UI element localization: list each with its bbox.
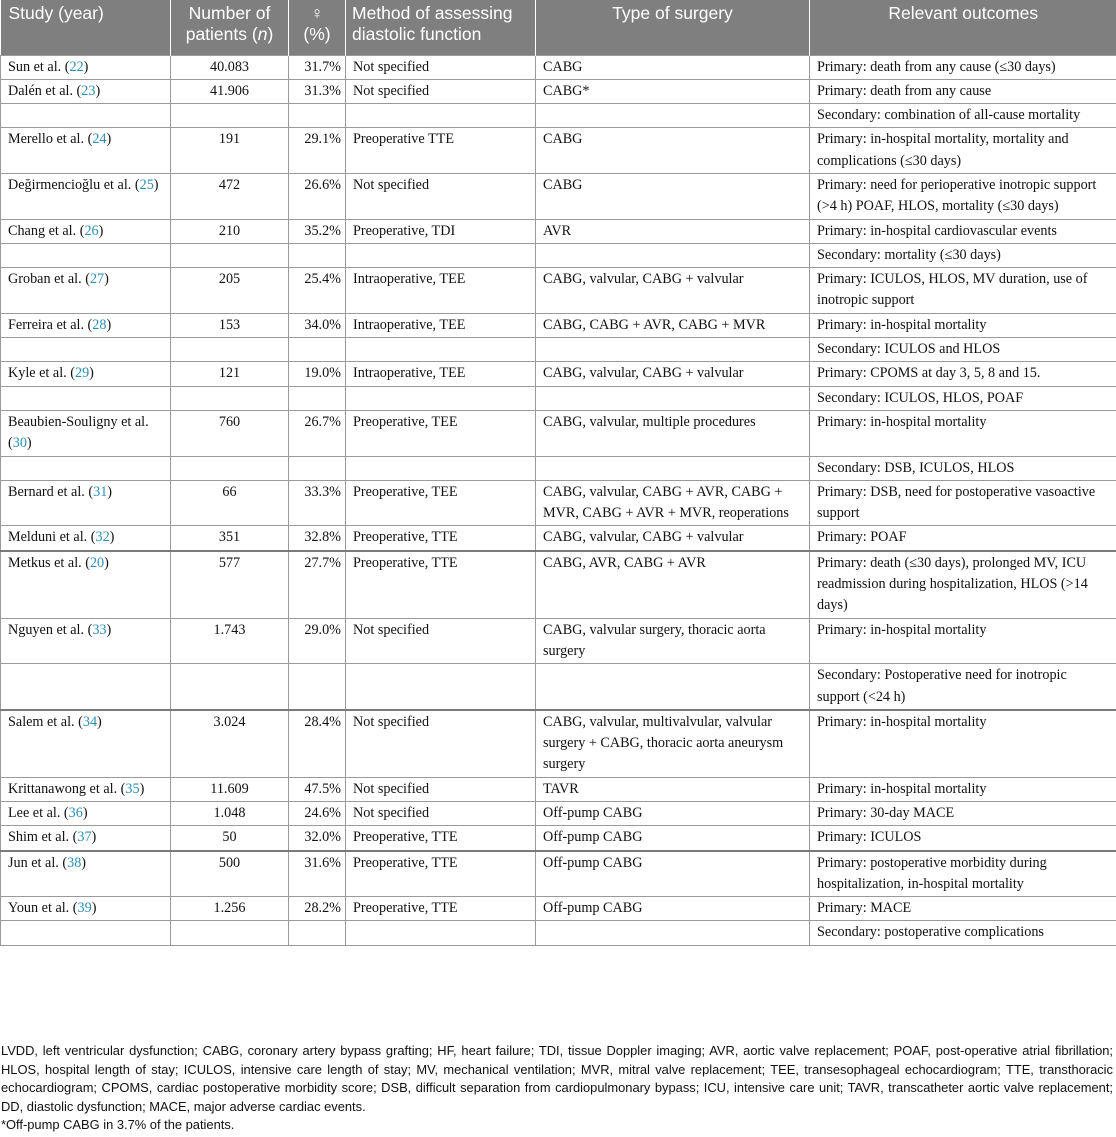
table-row [1,268,1116,314]
header-row [1,0,1116,55]
cell-female-pct: 35.2% [289,219,346,243]
cell-method: Not specified [346,173,536,219]
table-row [1,386,1116,410]
study-close-paren: ) [107,483,113,500]
cell-patients: 66 [171,480,289,526]
reference-link[interactable]: 23 [81,82,96,99]
header-female-pct: ♀ (%) [289,0,346,55]
cell-method: Preoperative, TDI [346,219,536,243]
reference-link[interactable]: 30 [12,435,27,452]
cell-surgery [536,338,810,362]
cell-surgery: CABG, valvular, CABG + valvular [536,526,810,551]
table-row [1,802,1116,826]
study-name: Kyle et al. ( [8,365,75,382]
table-row [1,618,1116,664]
cell-study [1,480,171,526]
cell-outcome: Primary: in-hospital mortality [810,313,1116,337]
cell-outcome: Secondary: combination of all-cause mortality [810,104,1116,128]
table-header [1,0,1116,55]
cell-method: Preoperative, TTE [346,826,536,851]
table-row [1,710,1116,777]
cell-outcome: Primary: in-hospital mortality [810,618,1116,664]
cell-patients [171,338,289,362]
reference-link[interactable]: 28 [92,316,107,333]
cell-method [346,338,536,362]
study-name: Bernard et al. ( [8,483,94,500]
study-name: Jun et al. ( [8,854,68,871]
table-row [1,79,1116,103]
cell-study [1,79,171,103]
cell-patients: 121 [171,362,289,386]
reference-link[interactable]: 31 [93,483,108,500]
header-study: Study (year) [1,0,171,55]
cell-method: Not specified [346,710,536,777]
cell-method [346,921,536,945]
cell-study [1,104,171,128]
study-close-paren: ) [26,435,32,452]
cell-patients: 205 [171,268,289,314]
cell-patients [171,243,289,267]
cell-method: Preoperative, TTE [346,897,536,921]
cell-outcome: Primary: in-hospital cardiovascular events [810,219,1116,243]
cell-method: Preoperative, TTE [346,526,536,551]
cell-surgery [536,664,810,710]
cell-patients: 351 [171,526,289,551]
cell-surgery [536,386,810,410]
cell-surgery: Off-pump CABG [536,802,810,826]
cell-surgery [536,243,810,267]
cell-female-pct: 32.8% [289,526,346,551]
cell-study [1,338,171,362]
study-name: Melduni et al. ( [8,529,96,546]
study-close-paren: ) [95,82,101,99]
study-name: Değirmencioğlu et al. ( [8,176,140,193]
cell-female-pct: 32.0% [289,826,346,851]
cell-outcome: Primary: death from any cause [810,79,1116,103]
cell-study [1,802,171,826]
table-row [1,55,1116,79]
reference-link[interactable]: 39 [77,900,92,917]
cell-female-pct [289,243,346,267]
cell-study [1,664,171,710]
table-row [1,851,1116,897]
cell-outcome: Primary: need for perioperative inotropic support (>4 h) POAF, HLOS, mortality (≤30 days) [810,173,1116,219]
study-close-paren: ) [91,900,97,917]
cell-female-pct: 29.0% [289,618,346,664]
cell-surgery [536,456,810,480]
table-row [1,410,1116,456]
study-name: Beaubien-Souligny et al. ( [8,413,149,452]
cell-method [346,104,536,128]
table-row [1,456,1116,480]
table-row [1,338,1116,362]
cell-outcome: Primary: in-hospital mortality [810,777,1116,801]
cell-outcome: Primary: in-hospital mortality [810,410,1116,456]
reference-link[interactable]: 22 [69,58,84,75]
cell-surgery: Off-pump CABG [536,897,810,921]
table-row [1,664,1116,710]
cell-patients [171,664,289,710]
study-name: Ferreira et al. ( [8,316,93,333]
cell-outcome: Primary: postoperative morbidity during hospitalization, in-hospital mortality [810,851,1116,897]
table-row [1,219,1116,243]
cell-surgery: CABG, valvular, CABG + valvular [536,268,810,314]
cell-surgery: CABG, valvular surgery, thoracic aorta surgery [536,618,810,664]
cell-patients: 500 [171,851,289,897]
cell-outcome: Primary: 30-day MACE [810,802,1116,826]
cell-surgery: CABG, valvular, multiple procedures [536,410,810,456]
cell-study [1,618,171,664]
cell-method [346,664,536,710]
reference-link[interactable]: 26 [84,222,99,239]
cell-surgery: CABG [536,128,810,174]
cell-method [346,456,536,480]
cell-patients: 577 [171,551,289,618]
cell-patients [171,456,289,480]
cell-surgery: TAVR [536,777,810,801]
table-row [1,897,1116,921]
cell-surgery [536,104,810,128]
reference-link[interactable]: 27 [89,271,105,288]
cell-patients: 472 [171,173,289,219]
cell-outcome: Primary: in-hospital mortality, mortality and complications (≤30 days) [810,128,1116,174]
cell-method: Preoperative, TEE [346,410,536,456]
table-row [1,128,1116,174]
cell-method: Preoperative, TEE [346,480,536,526]
header-method: Method of assessing diastolic function [346,0,536,55]
cell-method: Intraoperative, TEE [346,268,536,314]
cell-female-pct: 28.4% [289,710,346,777]
cell-method: Not specified [346,55,536,79]
study-close-paren: ) [104,271,109,288]
cell-outcome: Primary: in-hospital mortality [810,710,1116,777]
cell-surgery: Off-pump CABG [536,851,810,897]
cell-study [1,826,171,851]
cell-female-pct: 24.6% [289,802,346,826]
study-close-paren: ) [106,131,112,148]
study-close-paren: ) [89,365,94,382]
study-name: Sun et al. ( [8,58,70,75]
table-row [1,104,1116,128]
study-name: Dalén et al. ( [8,82,82,99]
table-row [1,173,1116,219]
study-name: Chang et al. ( [8,222,85,239]
cell-female-pct: 28.2% [289,897,346,921]
study-close-paren: ) [81,854,87,871]
cell-surgery [536,921,810,945]
cell-study [1,268,171,314]
cell-female-pct: 26.7% [289,410,346,456]
cell-surgery: CABG, CABG + AVR, CABG + MVR [536,313,810,337]
cell-study [1,526,171,551]
cell-patients [171,921,289,945]
asterisk-note: *Off-pump CABG in 3.7% of the patients. [1,1117,235,1133]
cell-outcome: Primary: DSB, need for postoperative vasoactive support [810,480,1116,526]
cell-female-pct: 31.6% [289,851,346,897]
cell-study [1,219,171,243]
table-body [1,55,1116,945]
cell-study [1,777,171,801]
reference-link[interactable]: 38 [67,854,82,871]
table-row [1,551,1116,618]
cell-female-pct: 33.3% [289,480,346,526]
cell-outcome: Primary: CPOMS at day 3, 5, 8 and 15. [810,362,1116,386]
table-row [1,243,1116,267]
study-close-paren: ) [98,222,104,239]
cell-female-pct: 31.7% [289,55,346,79]
cell-method: Intraoperative, TEE [346,313,536,337]
study-close-paren: ) [153,176,159,193]
cell-female-pct: 31.3% [289,79,346,103]
study-close-paren: ) [109,529,115,546]
cell-method: Preoperative, TTE [346,851,536,897]
reference-link[interactable]: 24 [92,131,107,148]
cell-study [1,551,171,618]
table-row [1,313,1116,337]
reference-link[interactable]: 35 [125,780,140,797]
cell-method: Not specified [346,618,536,664]
cell-surgery: CABG, valvular, multivalvular, valvular surgery + CABG, thoracic aorta aneurysm surgery [536,710,810,777]
cell-method: Not specified [346,802,536,826]
cell-surgery: CABG, AVR, CABG + AVR [536,551,810,618]
cell-surgery: CABG [536,55,810,79]
cell-method [346,386,536,410]
reference-link[interactable]: 36 [68,805,83,821]
cell-patients: 153 [171,313,289,337]
cell-method: Intraoperative, TEE [346,362,536,386]
study-close-paren: ) [82,805,88,821]
cell-outcome: Primary: MACE [810,897,1116,921]
reference-link[interactable]: 20 [89,554,105,571]
cell-study [1,710,171,777]
header-outcomes: Relevant outcomes [810,0,1116,55]
reference-link[interactable]: 25 [139,176,154,193]
cell-study [1,897,171,921]
cell-outcome: Secondary: ICULOS and HLOS [810,338,1116,362]
study-name: Salem et al. ( [8,713,83,730]
study-name: Youn et al. ( [8,900,78,917]
cell-study [1,128,171,174]
abbreviations-note: LVDD, left ventricular dysfunction; CABG, coronary artery bypass grafting; HF, heart failure; TDI, tissue Doppler imaging; AVR, aortic valve replacement; POAF, post-operative atrial fibrillation; HLOS, hospital length of stay; ICULOS, intensive care length of stay; MV, mechanical ventilation; MVR, mitral valve replacement; TEE, transesophageal echocardiogram; TTE, transthoracic echocardiogram; CPOMS, cardiac postoperative morbidity score; DSB, difficult separation from cardiopulmonary bypass; ICU, intensive care unit; TAVR, transcatheter aortic valve replacement; DD, diastolic dysfunction; MACE, major adverse cardiac events. [1,1043,1113,1114]
study-name: Groban et al. ( [8,271,90,288]
cell-outcome: Primary: ICULOS, HLOS, MV duration, use of inotropic support [810,268,1116,314]
cell-patients: 41.906 [171,79,289,103]
cell-outcome: Secondary: DSB, ICULOS, HLOS [810,456,1116,480]
reference-link[interactable]: 32 [95,529,110,546]
study-name: Nguyen et al. ( [8,621,93,638]
table-row [1,362,1116,386]
cell-method [346,243,536,267]
cell-study [1,921,171,945]
study-name: Metkus et al. ( [8,554,90,571]
cell-outcome: Secondary: Postoperative need for inotropic support (<24 h) [810,664,1116,710]
cell-patients [171,104,289,128]
table-row [1,480,1116,526]
cell-outcome: Secondary: mortality (≤30 days) [810,243,1116,267]
cell-study [1,55,171,79]
table-row [1,777,1116,801]
cell-surgery: CABG [536,173,810,219]
cell-outcome: Secondary: ICULOS, HLOS, POAF [810,386,1116,410]
cell-study [1,243,171,267]
cell-surgery: CABG, valvular, CABG + valvular [536,362,810,386]
header-patients: Number of patients (n) [171,0,289,55]
cell-patients: 11.609 [171,777,289,801]
cell-female-pct: 29.1% [289,128,346,174]
cell-outcome: Primary: death (≤30 days), prolonged MV, ICU readmission during hospitalization, HLOS (>14 days) [810,551,1116,618]
study-close-paren: ) [104,554,109,571]
cell-patients: 760 [171,410,289,456]
study-close-paren: ) [83,58,89,75]
cell-outcome: Primary: ICULOS [810,826,1116,851]
cell-outcome: Secondary: postoperative complications [810,921,1116,945]
cell-method: Preoperative TTE [346,128,536,174]
cell-study [1,362,171,386]
cell-female-pct [289,921,346,945]
cell-patients: 1.048 [171,802,289,826]
study-close-paren: ) [106,621,112,638]
reference-link[interactable]: 34 [82,713,98,730]
cell-female-pct [289,664,346,710]
cell-study [1,313,171,337]
reference-link[interactable]: 37 [77,829,92,846]
cell-method: Not specified [346,79,536,103]
cell-female-pct: 34.0% [289,313,346,337]
cell-patients: 40.083 [171,55,289,79]
study-close-paren: ) [106,316,112,333]
cell-female-pct [289,338,346,362]
cell-study [1,386,171,410]
cell-female-pct: 25.4% [289,268,346,314]
cell-female-pct [289,104,346,128]
cell-patients: 1.256 [171,897,289,921]
cell-study [1,173,171,219]
study-close-paren: ) [91,829,97,846]
study-name: Shim et al. ( [8,829,78,846]
cell-patients: 191 [171,128,289,174]
cell-female-pct: 27.7% [289,551,346,618]
cell-method: Preoperative, TTE [346,551,536,618]
cell-study [1,456,171,480]
cell-female-pct: 47.5% [289,777,346,801]
table-row [1,921,1116,945]
cell-female-pct: 19.0% [289,362,346,386]
header-surgery: Type of surgery [536,0,810,55]
cell-female-pct [289,386,346,410]
study-name: Lee et al. ( [8,805,69,821]
cell-study [1,851,171,897]
cell-method: Not specified [346,777,536,801]
table-footnotes [0,1042,1113,1135]
cell-surgery: CABG* [536,79,810,103]
reference-link[interactable]: 33 [92,621,107,638]
cell-patients: 1.743 [171,618,289,664]
table-row [1,526,1116,551]
cell-surgery: Off-pump CABG [536,826,810,851]
study-close-paren: ) [139,780,145,797]
reference-link[interactable]: 29 [74,365,90,382]
study-close-paren: ) [97,713,102,730]
cell-female-pct [289,456,346,480]
cell-patients: 50 [171,826,289,851]
cell-female-pct: 26.6% [289,173,346,219]
cell-outcome: Primary: POAF [810,526,1116,551]
table-row [1,826,1116,851]
cell-patients: 210 [171,219,289,243]
cell-surgery: AVR [536,219,810,243]
cell-patients: 3.024 [171,710,289,777]
study-name: Merello et al. ( [8,131,93,148]
cell-outcome: Primary: death from any cause (≤30 days) [810,55,1116,79]
female-icon: ♀ [310,3,324,23]
cell-patients [171,386,289,410]
cell-study [1,410,171,456]
cell-surgery: CABG, valvular, CABG + AVR, CABG + MVR, CABG + AVR + MVR, reoperations [536,480,810,526]
study-name: Krittanawong et al. ( [8,780,126,797]
